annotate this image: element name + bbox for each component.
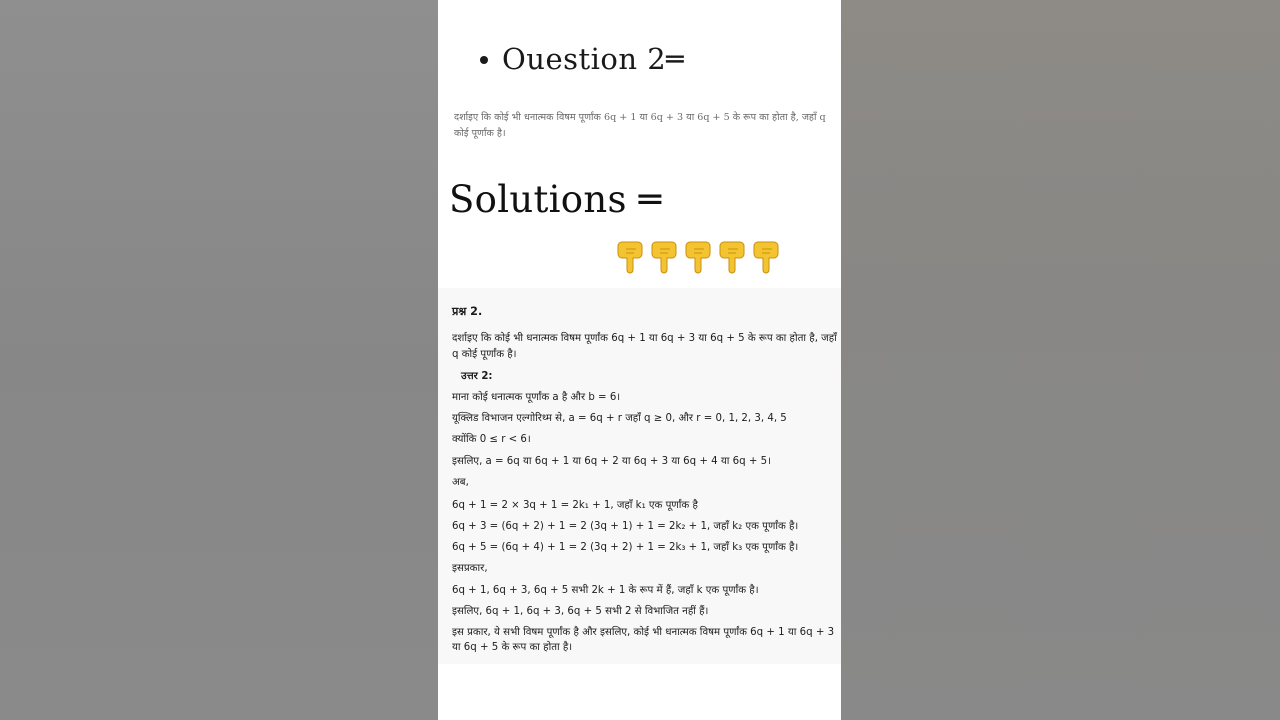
answer-line: 6q + 3 = (6q + 2) + 1 = 2 (3q + 1) + 1 = 2k₂ + 1, जहाँ k₂ एक पूर्णांक है। — [452, 520, 799, 532]
hand-pointing-down-icon — [650, 240, 679, 274]
answer-conclusion: इस प्रकार, ये सभी विषम पूर्णांक है और इसलिए, कोई भी धनात्मक विषम पूर्णांक 6q + 1 या 6q + 3 या 6q + 5 के रूप का होता है। — [452, 626, 835, 653]
right-backdrop — [841, 0, 1280, 720]
hand-pointing-down-icon — [752, 240, 781, 274]
answer-line: क्योंकि 0 ≤ r < 6। — [452, 434, 531, 446]
left-backdrop — [0, 0, 438, 720]
answer-line: 6q + 1, 6q + 3, 6q + 5 सभी 2k + 1 के रूप में हैं, जहाँ k एक पूर्णांक है। — [452, 584, 759, 596]
solutions-title: Solutions ═ — [449, 178, 662, 221]
answer-scan — [438, 288, 841, 664]
answer-heading: प्रश्न 2. — [452, 305, 483, 318]
hand-pointing-down-icon — [684, 240, 713, 274]
document-page — [438, 0, 841, 720]
question-title: Ouestion 2═ — [502, 42, 685, 76]
answer-line: माना कोई धनात्मक पूर्णांक a है और b = 6। — [452, 392, 621, 403]
answer-question: दर्शाइए कि कोई भी धनात्मक विषम पूर्णांक 6q + 1 या 6q + 3 या 6q + 5 के रूप का होता है, जहाँ q कोई पूर्णांक है। — [452, 333, 837, 360]
answer-line: इसप्रकार, — [452, 563, 488, 575]
answer-line: इसलिए, a = 6q या 6q + 1 या 6q + 2 या 6q + 3 या 6q + 4 या 6q + 5। — [452, 455, 771, 467]
pointing-down-row — [616, 240, 786, 276]
answer-body — [452, 304, 838, 655]
answer-line: इसलिए, 6q + 1, 6q + 3, 6q + 5 सभी 2 से विभाजित नहीं हैं। — [452, 605, 709, 617]
answer-line: 6q + 1 = 2 × 3q + 1 = 2k₁ + 1, जहाँ k₁ एक पूर्णांक है — [452, 499, 698, 511]
bullet-dot — [480, 56, 488, 64]
hand-pointing-down-icon — [616, 240, 645, 274]
hand-pointing-down-icon — [718, 240, 747, 274]
answer-line: यूक्लिड विभाजन एल्गोरिथ्म से, a = 6q + r जहाँ q ≥ 0, और r = 0, 1, 2, 3, 4, 5 — [452, 413, 787, 425]
answer-line: 6q + 5 = (6q + 4) + 1 = 2 (3q + 2) + 1 = 2k₃ + 1, जहाँ k₃ एक पूर्णांक है। — [452, 542, 799, 554]
answer-subheading: उत्तर 2: — [461, 371, 493, 382]
question-text: दर्शाइए कि कोई भी धनात्मक विषम पूर्णांक 6q + 1 या 6q + 3 या 6q + 5 के रूप का होता है, जहाँ q कोई पूर्णांक है। — [454, 112, 826, 139]
answer-line: अब, — [452, 476, 469, 488]
